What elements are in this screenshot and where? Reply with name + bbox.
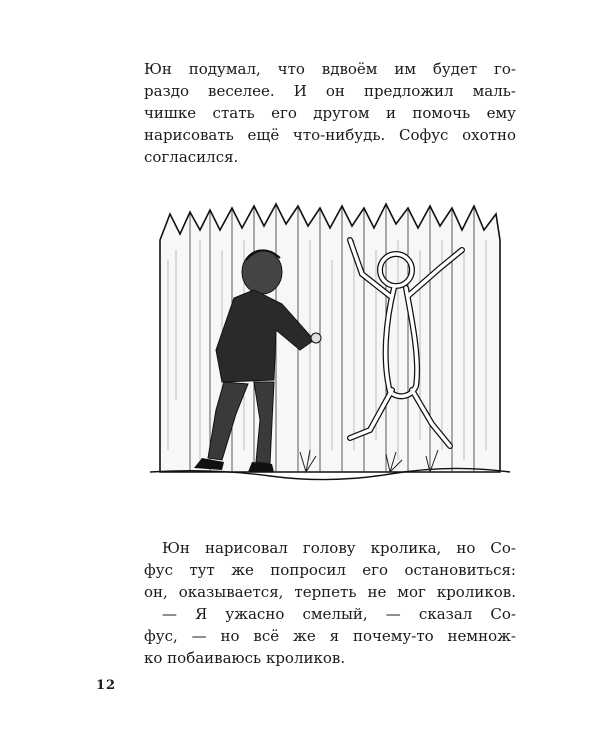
text-line: раздо веселее. И он предложил маль- [144, 82, 516, 100]
text-line: фус, — но всё же я почему-то немнож- [144, 627, 516, 645]
paragraph-1 [144, 58, 516, 168]
text-line: Юн нарисовал голову кролика, но Со- [162, 539, 516, 557]
text-line: нарисовать ещё что-нибудь. Софус охотно [144, 126, 516, 144]
fence-icon [160, 204, 500, 472]
text-line: согласился. [144, 148, 239, 166]
illustration-boy-drawing-on-fence [150, 200, 510, 500]
text-line: фус тут же попросил его остановиться: [144, 561, 516, 579]
paragraph-2 [144, 537, 516, 669]
page-number: 12 [96, 678, 117, 693]
text-line: Юн подумал, что вдвоём им будет го- [144, 60, 516, 78]
text-line: он, оказывается, терпеть не мог кроликов. [144, 583, 516, 601]
text-line: ко побаиваюсь кроликов. [144, 649, 346, 667]
text-line: — Я ужасно смелый, — сказал Со- [162, 605, 516, 623]
text-line: чишке стать его другом и помочь ему [144, 104, 516, 122]
